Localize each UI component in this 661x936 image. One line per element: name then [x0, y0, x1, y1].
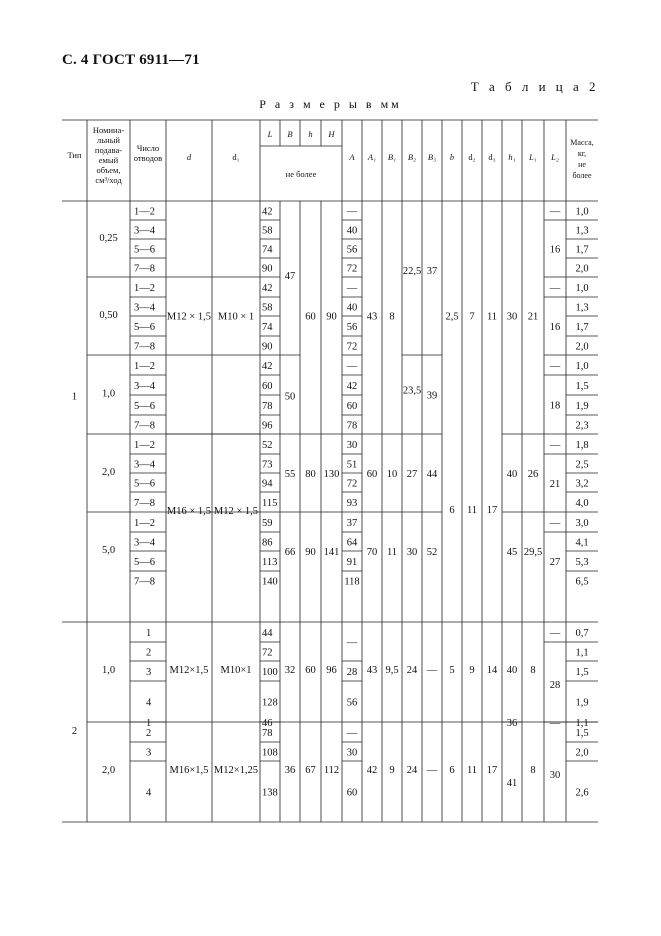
dim-L: 42	[262, 206, 273, 218]
header-d: d	[186, 152, 192, 162]
dim-H: 130	[323, 469, 340, 480]
dim-b: 6	[449, 765, 455, 776]
dim-B1: 9,5	[385, 665, 399, 676]
outlet-count: 3—4	[134, 537, 155, 549]
outlet-count: 5—6	[134, 244, 155, 256]
dim-b: 6	[449, 505, 455, 516]
dim-d3: 17	[486, 505, 498, 516]
header-mass: кг,	[577, 149, 587, 158]
mass-value: 0,7	[575, 628, 589, 639]
dim-d3: 17	[486, 765, 498, 776]
dim-h1: 30	[506, 311, 518, 323]
outlet-count: 1	[146, 718, 152, 729]
mass-value: 1,3	[575, 302, 589, 314]
dim-A: 51	[346, 459, 358, 471]
dim-B: 55	[284, 469, 296, 480]
header-B1: B₁	[387, 152, 397, 162]
mass-value: 1,7	[575, 322, 589, 333]
dim-A: 93	[346, 498, 358, 509]
dim-B2: 22,5	[402, 266, 422, 277]
nominal-volume: 1,0	[101, 665, 116, 676]
dim-L: 96	[262, 420, 273, 432]
header-h1: h₁	[508, 152, 516, 162]
dim-L: 86	[262, 537, 273, 549]
dim-B3: 52	[426, 547, 438, 558]
dim-L2: 27	[549, 557, 561, 568]
dim-L2: —	[549, 518, 561, 529]
header-nominal-volume: льный	[97, 135, 120, 145]
dim-A: 56	[346, 244, 358, 256]
dim-h1: 45	[506, 547, 518, 558]
dim-L2: —	[549, 628, 561, 639]
dim-H: 90	[326, 311, 337, 323]
mass-value: 3,2	[575, 478, 589, 490]
dim-A: —	[346, 637, 358, 649]
header-tip: Тип	[67, 150, 82, 160]
dim-A1: 43	[366, 665, 378, 676]
nominal-volume: 5,0	[101, 545, 116, 556]
dim-L: 42	[262, 283, 273, 294]
dim-A: —	[346, 361, 358, 372]
dim-L2: 21	[549, 479, 561, 490]
outlet-count: 1—2	[134, 206, 155, 218]
dim-L: 140	[262, 576, 278, 588]
outlet-count: 5—6	[134, 557, 155, 568]
dim-L1: 8	[530, 665, 536, 676]
outlet-count: 2	[146, 647, 152, 659]
dim-B: 36	[284, 765, 296, 776]
dim-A1: 43	[366, 311, 378, 323]
dim-L2: 30	[549, 770, 561, 781]
dim-A: 118	[344, 576, 360, 588]
mass-value: 6,5	[575, 576, 589, 588]
header-H: H	[328, 129, 335, 139]
dim-L: 90	[262, 341, 273, 353]
dim-B: 50	[284, 391, 296, 403]
dim-L2: —	[549, 718, 561, 729]
header-outlet-count: Число	[136, 143, 160, 153]
mass-value: 3,0	[575, 518, 589, 529]
dim-L: 52	[262, 440, 273, 451]
mass-value: 1,3	[575, 225, 589, 237]
dim-L: 42	[262, 361, 273, 372]
dim-L: 100	[262, 667, 278, 678]
header-h: h	[308, 129, 313, 139]
dim-d3: 14	[486, 665, 498, 676]
header-A1: A₁	[367, 152, 377, 162]
dim-A: 72	[346, 341, 358, 353]
dim-A: 60	[346, 401, 358, 412]
header-nominal-volume: Номина-	[92, 125, 125, 135]
mass-value: 5,3	[575, 557, 589, 568]
dim-L: 44	[262, 628, 273, 639]
header-d2: d₂	[468, 152, 476, 162]
dim-L: 113	[262, 557, 278, 568]
mass-value: 2,0	[575, 747, 589, 759]
dim-L: 108	[262, 747, 278, 759]
dim-B: 47	[284, 271, 296, 282]
dim-B2: 24	[406, 765, 418, 776]
dim-L: 74	[262, 244, 273, 256]
mass-value: 1,1	[575, 718, 589, 729]
mass-value: 1,9	[575, 697, 589, 709]
outlet-count: 5—6	[134, 401, 155, 412]
header-A: A	[349, 152, 355, 162]
dim-B3: 39	[426, 390, 438, 402]
dim-A: —	[346, 206, 358, 218]
nominal-volume: 0,50	[99, 310, 118, 321]
dim-L: 138	[262, 787, 278, 799]
mass-value: 2,0	[575, 263, 589, 275]
dim-A: —	[346, 728, 358, 739]
dim-L2: 16	[549, 322, 561, 333]
dim-d: M12×1,5	[169, 665, 209, 676]
dim-L2: —	[549, 283, 561, 294]
table-units: Р а з м е р ы в мм	[259, 97, 402, 111]
dim-A: 30	[346, 747, 358, 759]
dim-L: 74	[262, 322, 273, 333]
dim-L: 90	[262, 263, 273, 275]
header-B: B	[287, 129, 293, 139]
outlet-count: 3—4	[134, 459, 155, 471]
mass-value: 1,5	[575, 728, 589, 739]
header-B3: B₃	[427, 152, 437, 162]
dim-B1: 8	[389, 311, 395, 323]
dim-L: 115	[262, 498, 278, 509]
outlet-count: 4	[146, 787, 152, 799]
outlet-count: 7—8	[134, 341, 155, 353]
dim-A: 56	[346, 322, 358, 333]
dim-A: 60	[346, 787, 358, 799]
dim-A: 40	[346, 225, 358, 237]
dim-d2: 7	[469, 311, 475, 323]
dim-d2: 11	[466, 505, 478, 516]
nominal-volume: 1,0	[101, 388, 116, 400]
mass-value: 1,7	[575, 244, 589, 256]
dim-L: 60	[262, 381, 273, 392]
dim-d1: M12 × 1,5	[213, 506, 259, 517]
table-caption: Т а б л и ц а 2	[470, 79, 599, 94]
mass-value: 1,5	[575, 381, 589, 392]
header-d3: d₃	[488, 152, 496, 162]
dim-L2: 28	[549, 680, 561, 691]
dim-d3: 11	[486, 311, 498, 323]
dim-A: 30	[346, 440, 358, 451]
header-outlet-count: отводов	[133, 153, 163, 163]
dim-A: 28	[346, 667, 358, 678]
outlet-count: 7—8	[134, 498, 155, 509]
dim-B3: 44	[426, 469, 438, 480]
dim-A: 56	[346, 697, 358, 709]
dim-L2: —	[549, 440, 561, 451]
dim-L: 78	[262, 401, 273, 412]
outlet-count: 3	[146, 667, 152, 678]
dim-A: 78	[346, 420, 358, 432]
dim-B2: 30	[406, 547, 418, 558]
header-nominal-volume: объем,	[96, 165, 121, 175]
dim-A1: 70	[366, 547, 378, 558]
dim-L2: —	[549, 361, 561, 372]
mass-value: 1,8	[575, 440, 589, 451]
nominal-volume: 2,0	[101, 765, 116, 776]
dim-B2: 27	[406, 469, 418, 480]
dim-A: 72	[346, 263, 358, 275]
mass-value: 2,6	[575, 787, 589, 799]
dim-L1: 8	[530, 765, 536, 776]
outlet-count: 1—2	[134, 518, 155, 529]
dim-A: —	[346, 283, 358, 294]
page-header: С. 4 ГОСТ 6911—71	[62, 52, 200, 68]
outlet-count: 1—2	[134, 283, 155, 294]
dim-h1: 41	[506, 778, 518, 789]
dim-L: 72	[262, 647, 273, 659]
mass-value: 2,5	[575, 459, 589, 471]
dim-d: M16 × 1,5	[166, 506, 212, 517]
dim-L: 58	[262, 302, 273, 314]
dim-L1: 26	[527, 469, 539, 480]
outlet-count: 3—4	[134, 302, 155, 314]
dim-d1: M10×1	[220, 665, 252, 676]
dim-L2: —	[549, 206, 561, 218]
mass-value: 1,9	[575, 401, 589, 412]
dim-L2: 18	[549, 400, 561, 412]
dim-L: 128	[262, 697, 278, 709]
dim-B: 32	[284, 665, 296, 676]
outlet-count: 7—8	[134, 576, 155, 588]
dim-d: M16×1,5	[169, 765, 209, 776]
dim-L: 46	[262, 718, 273, 729]
dim-b: 2,5	[445, 311, 459, 323]
header-mass: не	[578, 160, 586, 169]
dim-L: 58	[262, 225, 273, 237]
outlet-count: 7—8	[134, 420, 155, 432]
dim-h: 90	[305, 547, 316, 558]
dim-B2: 23,5	[402, 385, 422, 397]
header-nominal-volume: см³/ход	[95, 175, 122, 185]
dim-L1: 21	[527, 311, 539, 323]
outlet-count: 2	[146, 728, 152, 739]
outlet-count: 3—4	[134, 225, 155, 237]
dim-A: 64	[346, 537, 358, 549]
dim-A1: 42	[366, 765, 378, 776]
dim-A: 91	[346, 557, 358, 568]
dim-H: 96	[326, 665, 337, 676]
header-L2: L₂	[551, 152, 559, 162]
outlet-count: 3—4	[134, 381, 155, 392]
header-max-note: не более	[285, 169, 317, 179]
dim-h: 60	[305, 311, 316, 323]
dim-B2: 24	[406, 665, 418, 676]
dim-h: 80	[305, 469, 316, 480]
outlet-count: 1—2	[134, 361, 155, 372]
outlet-count: 7—8	[134, 263, 155, 275]
mass-value: 4,0	[575, 498, 589, 509]
outlet-count: 1—2	[134, 440, 155, 451]
dim-L2: 16	[549, 244, 561, 256]
dim-h1: 36	[506, 718, 518, 729]
mass-value: 2,3	[575, 420, 589, 432]
dim-L1: 29,5	[523, 547, 543, 558]
outlet-count: 5—6	[134, 322, 155, 333]
dim-d1: M12×1,25	[213, 765, 259, 776]
dim-d: M12 × 1,5	[166, 311, 212, 323]
dim-A: 37	[346, 518, 358, 529]
dim-H: 141	[323, 547, 340, 558]
dim-B3: —	[426, 765, 438, 776]
mass-value: 1,0	[575, 361, 589, 372]
header-b: b	[449, 152, 455, 162]
outlet-count: 4	[146, 697, 152, 709]
dim-d2: 11	[466, 765, 478, 776]
type-number: 1	[71, 391, 78, 403]
dim-B3: 37	[426, 266, 438, 277]
dim-B1: 11	[386, 547, 398, 558]
dim-h1: 40	[506, 665, 518, 676]
outlet-count: 3	[146, 747, 152, 759]
dim-B3: —	[426, 665, 438, 676]
dim-A: 40	[346, 302, 358, 314]
header-nominal-volume: подава-	[94, 145, 123, 155]
dim-L: 94	[262, 478, 273, 490]
dim-L: 78	[262, 728, 273, 739]
dim-h: 60	[305, 665, 316, 676]
dim-A: 42	[346, 381, 358, 392]
dim-B: 66	[284, 547, 296, 558]
dim-h: 67	[305, 765, 316, 776]
header-nominal-volume: емый	[98, 155, 119, 165]
dim-h1: 40	[506, 469, 518, 480]
mass-value: 2,0	[575, 341, 589, 353]
header-mass: более	[572, 171, 592, 180]
header-mass: Масса,	[570, 138, 594, 147]
outlet-count: 5—6	[134, 478, 155, 490]
mass-value: 4,1	[575, 537, 589, 549]
outlet-count: 1	[146, 628, 152, 639]
dim-L: 59	[262, 518, 273, 529]
dim-d1: M10 × 1	[217, 311, 255, 323]
dim-b: 5	[449, 665, 455, 676]
header-B2: B₂	[407, 152, 417, 162]
header-L: L	[267, 129, 273, 139]
dim-B1: 9	[389, 765, 395, 776]
dim-H: 112	[323, 765, 340, 776]
dim-L: 73	[262, 459, 273, 471]
header-L1: L₁	[529, 152, 537, 162]
mass-value: 1,5	[575, 667, 589, 678]
type-number: 2	[71, 726, 78, 737]
dim-d2: 9	[469, 665, 475, 676]
mass-value: 1,0	[575, 206, 589, 218]
nominal-volume: 2,0	[101, 467, 116, 478]
header-d1: d₁	[232, 152, 240, 162]
mass-value: 1,0	[575, 283, 589, 294]
table-text	[67, 125, 593, 799]
dim-A1: 60	[366, 469, 378, 480]
dim-A: 72	[346, 478, 358, 490]
nominal-volume: 0,25	[99, 233, 118, 244]
dim-B1: 10	[386, 469, 398, 480]
mass-value: 1,1	[575, 647, 589, 659]
